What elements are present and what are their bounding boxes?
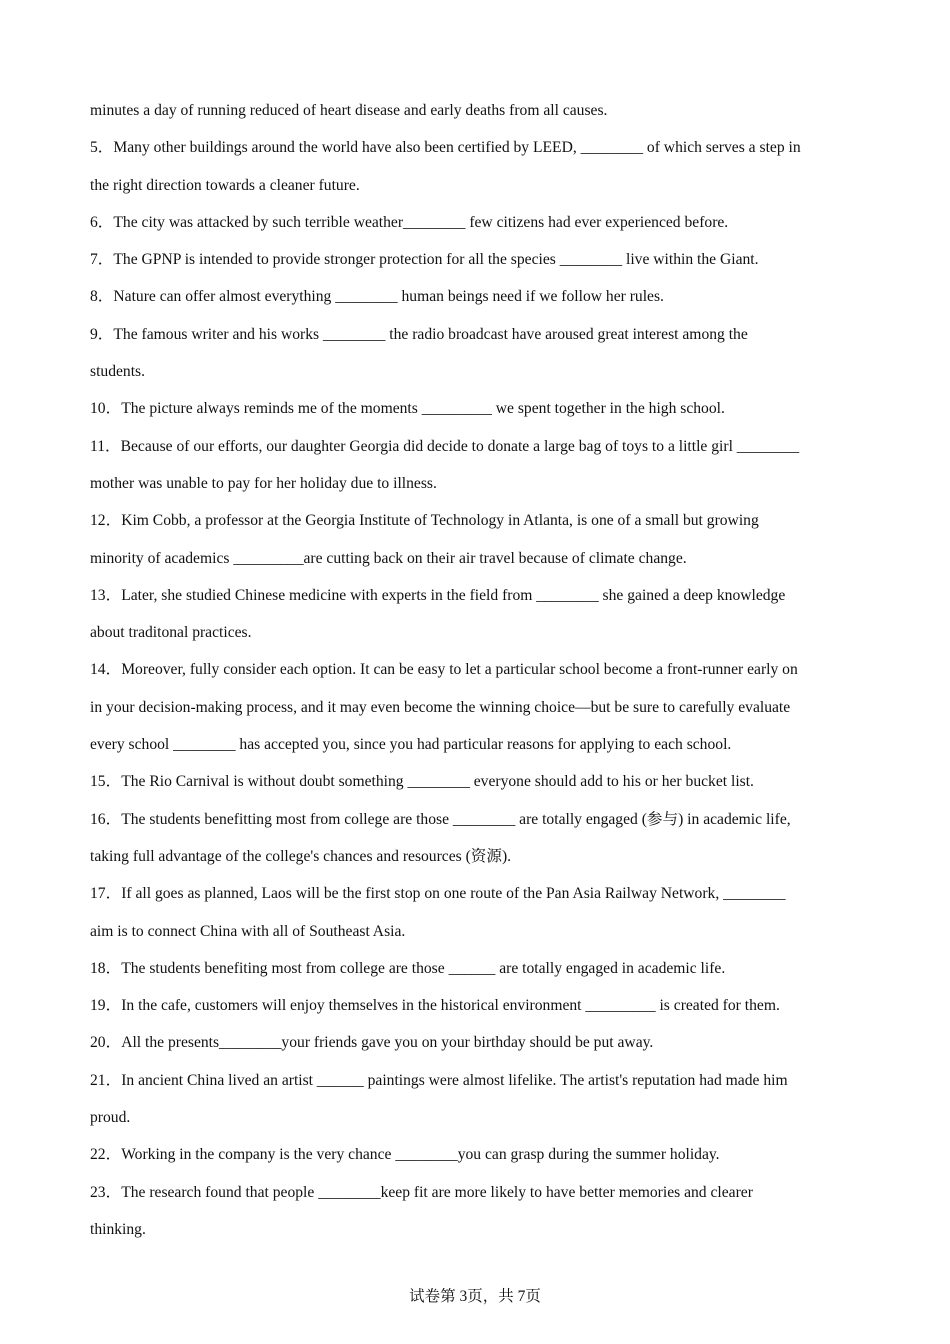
question-22: 22．Working in the company is the very chance ________you can grasp during the summer holiday.: [90, 1146, 720, 1164]
question-8: 8．Nature can offer almost everything ________ human beings need if we follow her rules.: [90, 288, 664, 306]
question-17-line-1: 17．If all goes as planned, Laos will be the first stop on one route of the Pan Asia Railway Network, ________: [90, 885, 786, 903]
question-11-line-2: mother was unable to pay for her holiday due to illness.: [90, 474, 437, 492]
question-23-line-2: thinking.: [90, 1220, 146, 1238]
question-20: 20．All the presents________your friends gave you on your birthday should be put away.: [90, 1034, 654, 1052]
question-17-line-2: aim is to connect China with all of Southeast Asia.: [90, 922, 406, 940]
question-12-line-2: minority of academics _________are cutting back on their air travel because of climate change.: [90, 549, 687, 567]
page-footer: 试卷第 3页，共 7页: [409, 1288, 541, 1305]
question-14-line-2: in your decision-making process, and it may even become the winning choice—but be sure to carefully evaluate: [90, 698, 791, 716]
question-13-line-2: about traditonal practices.: [90, 624, 252, 642]
question-6: 6．The city was attacked by such terrible weather________ few citizens had ever experienced before.: [90, 213, 729, 231]
question-10: 10．The picture always reminds me of the moments _________ we spent together in the high school.: [90, 400, 725, 418]
question-9-line-2: students.: [90, 363, 146, 381]
question-7: 7．The GPNP is intended to provide stronger protection for all the species ________ live within the Giant.: [90, 251, 759, 269]
question-15: 15．The Rio Carnival is without doubt something ________ everyone should add to his or her bucket list.: [90, 773, 754, 791]
question-14-line-3: every school ________ has accepted you, since you had particular reasons for applying to each school.: [90, 736, 732, 754]
question-18: 18．The students benefiting most from college are those ______ are totally engaged in academic life.: [90, 959, 726, 977]
question-19: 19．In the cafe, customers will enjoy themselves in the historical environment _________ is created for them.: [90, 997, 780, 1015]
question-16-line-1: 16．The students benefitting most from college are those ________ are totally engaged (参与) in academic life,: [90, 810, 791, 828]
question-16-line-2: taking full advantage of the college's chances and resources (资源).: [90, 847, 512, 865]
question-13-line-1: 13．Later, she studied Chinese medicine with experts in the field from ________ she gained a deep knowledge: [90, 586, 786, 604]
question-5-line-1: 5．Many other buildings around the world have also been certified by LEED, ________ of which serves a step in: [90, 139, 801, 157]
question-12-line-1: 12．Kim Cobb, a professor at the Georgia Institute of Technology in Atlanta, is one of a small but growing: [90, 512, 759, 530]
exercise-text: [90, 92, 862, 1248]
question-9-line-1: 9．The famous writer and his works ________ the radio broadcast have aroused great interest among the: [90, 325, 748, 343]
question-21-line-1: 21．In ancient China lived an artist ______ paintings were almost lifelike. The artist's reputation had made him: [90, 1071, 788, 1089]
question-14-line-1: 14．Moreover, fully consider each option. It can be easy to let a particular school become a front-runner early on: [90, 661, 798, 679]
question-11-line-1: 11．Because of our efforts, our daughter Georgia did decide to donate a large bag of toys to a little girl ________: [90, 437, 800, 455]
question-23-line-1: 23．The research found that people ________keep fit are more likely to have better memories and clearer: [90, 1183, 753, 1201]
question-21-line-2: proud.: [90, 1109, 131, 1127]
question-5-line-2: the right direction towards a cleaner future.: [90, 176, 360, 194]
text-line: minutes a day of running reduced of heart disease and early deaths from all causes.: [90, 102, 608, 119]
